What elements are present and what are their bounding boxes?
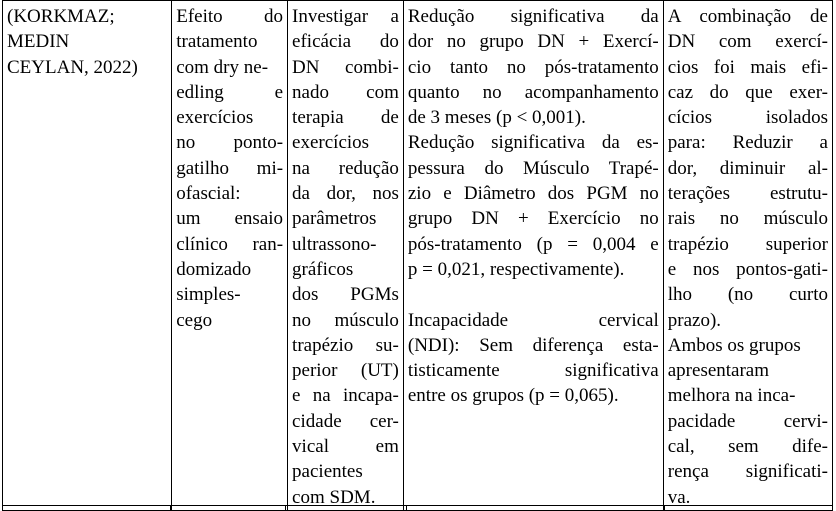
objective-line: nado com	[292, 81, 399, 103]
conclusion-line: apresentaram	[667, 360, 770, 382]
results-line: tisticamente significativa	[407, 360, 659, 382]
conclusion-line: cícios isolados	[667, 107, 828, 129]
objective-line: pacientes	[292, 461, 363, 483]
column-divider	[285, 506, 286, 511]
objective-line: gráficos	[292, 258, 354, 280]
results-line: Redução significativa da es-	[407, 132, 659, 154]
objective-line: da dor, nos	[292, 183, 399, 205]
title-line: exercícios	[176, 107, 254, 129]
title-line: Efeito do	[176, 6, 284, 27]
results-line: Incapacidade cervical	[407, 309, 659, 331]
conclusion-line: pacidade cervi-	[667, 410, 828, 432]
conclusion-line: Ambos os grupos	[667, 334, 801, 356]
title-line: ofascial:	[176, 183, 241, 205]
conclusion-line: melhora na inca-	[667, 385, 796, 407]
results-line: Redução significativa da	[407, 6, 659, 27]
results-line: pós-tratamento (p = 0,004 e	[407, 233, 659, 255]
title-line: um ensaio	[176, 208, 284, 230]
conclusion-line: DN com exercí-	[667, 31, 828, 53]
objective-line: trapézio su-	[292, 334, 399, 356]
conclusion-cell	[663, 1, 832, 511]
next-row-edge	[2, 505, 833, 511]
objective-line: na redução	[292, 157, 399, 179]
objective-line: Investigar a	[292, 6, 399, 27]
results-line: (NDI): Sem diferença esta-	[407, 334, 659, 356]
conclusion-line: terações estrutu-	[667, 183, 828, 205]
conclusion-line: para: Reduzir a	[667, 132, 828, 154]
objective-line: cidade cer-	[292, 410, 399, 432]
results-line: quanto no acompanhamento	[407, 81, 659, 103]
results-line: entre os grupos (p = 0,065).	[407, 385, 619, 407]
conclusion-line: rença significati-	[667, 461, 828, 483]
objective-line: e na incapa-	[292, 385, 399, 407]
conclusion-line: prazo).	[667, 309, 722, 331]
conclusion-line: e nos pontos-gati-	[667, 258, 828, 280]
studies-table	[2, 0, 833, 511]
reference-line: (KORKMAZ;	[7, 6, 115, 27]
title-line: clínico ran-	[176, 233, 284, 255]
objective-line: com SDM.	[292, 486, 376, 508]
objective-line: eficácia do	[292, 31, 399, 53]
objective-line: parâmetros	[292, 208, 377, 230]
reference-line: CEYLAN, 2022)	[7, 56, 138, 78]
objective-line: exercícios	[292, 132, 370, 154]
results-line: zio e Diâmetro dos PGM no	[407, 183, 659, 205]
conclusion-line: lho (no curto	[667, 284, 828, 306]
table-row	[3, 1, 833, 511]
title-line: edling e	[176, 81, 284, 103]
results-line: grupo DN + Exercício no	[407, 208, 659, 230]
paragraph-gap	[408, 282, 659, 307]
results-line: p = 0,021, respectivamente).	[407, 258, 625, 280]
column-divider	[170, 506, 171, 511]
conclusion-line: dor, diminuir al-	[667, 157, 828, 179]
title-line: cego	[176, 309, 213, 331]
conclusion-line: trapézio superior	[667, 233, 828, 255]
objective-line: perior (UT)	[292, 360, 399, 382]
title-line: no ponto-	[176, 132, 284, 154]
conclusion-line: A combinação de	[667, 6, 828, 27]
objective-line: terapia de	[292, 107, 399, 129]
reference-cell	[3, 1, 172, 511]
title-line: simples-	[176, 284, 241, 306]
results-cell	[403, 1, 663, 511]
title-line: domizado	[176, 258, 252, 280]
column-divider	[406, 506, 407, 511]
objective-line: dos PGMs	[292, 284, 399, 306]
results-line: cio tanto no pós-tratamento	[407, 56, 659, 78]
title-line: com dry ne-	[176, 56, 269, 78]
title-line: tratamento	[176, 31, 258, 53]
results-line: dor no grupo DN + Exercí-	[407, 31, 659, 53]
reference-line: MEDIN	[7, 31, 70, 53]
results-line: pessura do Músculo Trapé-	[407, 157, 659, 179]
conclusion-line: va.	[667, 486, 691, 508]
objective-line: DN combi-	[292, 56, 399, 78]
column-divider	[664, 506, 665, 511]
title-cell	[172, 1, 288, 511]
objective-line: vical em	[292, 436, 399, 458]
title-line: gatilho mi-	[176, 157, 284, 179]
conclusion-line: rais no músculo	[667, 208, 828, 230]
results-line: de 3 meses (p < 0,001).	[407, 107, 586, 129]
objective-line: ultrassono-	[292, 233, 377, 255]
conclusion-line: cios foi mais efi-	[667, 56, 828, 78]
objective-cell	[288, 1, 404, 511]
conclusion-line: cal, sem dife-	[667, 436, 828, 458]
conclusion-line: caz do que exer-	[667, 81, 828, 103]
objective-line: no músculo	[292, 309, 399, 331]
